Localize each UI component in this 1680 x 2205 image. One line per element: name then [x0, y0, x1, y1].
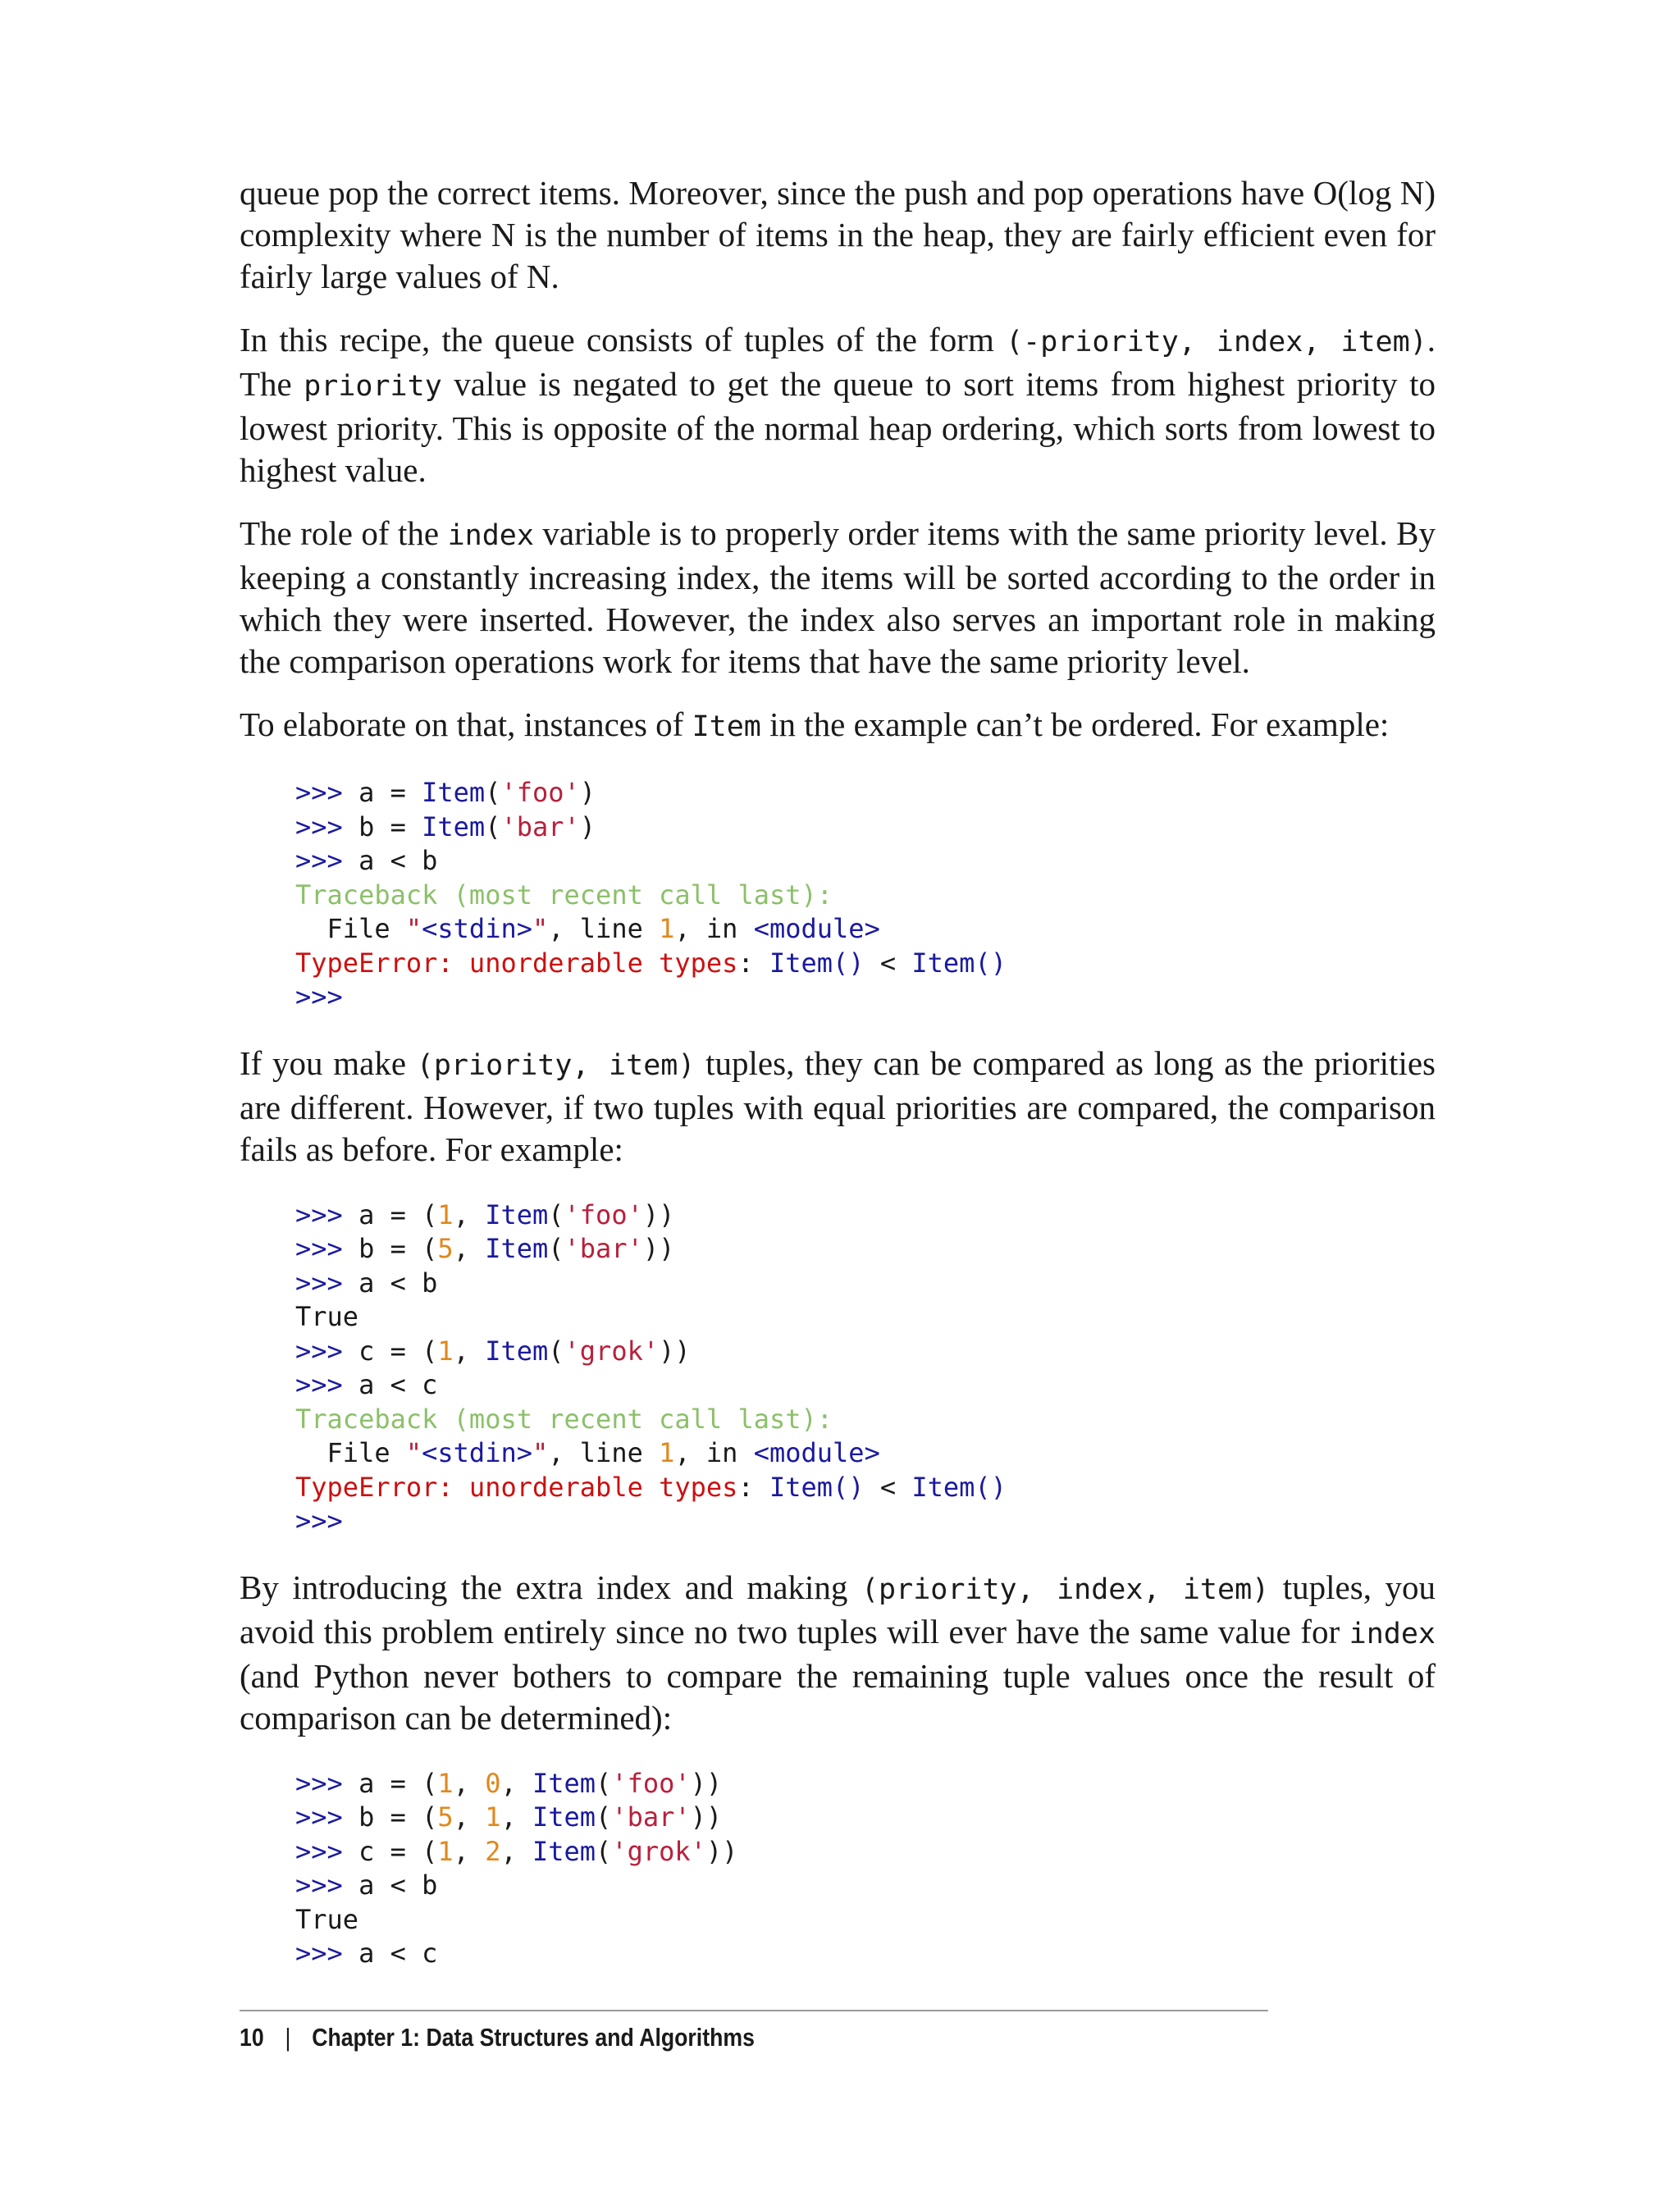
code-line: >>> a = (1, 0, Item('foo')): [295, 1767, 723, 1799]
code-line: >>> c = (1, Item('grok')): [295, 1335, 691, 1367]
code-line: True: [295, 1301, 359, 1332]
code-line: TypeError: unorderable types: Item() < Item(): [295, 1471, 1007, 1503]
inline-code: (priority, index, item): [861, 1573, 1270, 1606]
paragraph-2: In this recipe, the queue consists of tuples of the form (-priority, index, item). The priority value is negated to get the queue to sort items from highest priority to lowest priority. This is opposite of the normal heap ordering, which sorts from lowest to highest value.: [240, 321, 1436, 489]
code-line: >>> c = (1, 2, Item('grok')): [295, 1835, 738, 1867]
code-line: >>> a < b: [295, 845, 438, 876]
code-block-3: [295, 1767, 1436, 1971]
code-block-1: [295, 776, 1436, 1015]
paragraph-3: The role of the index variable is to properly order items with the same priority level. By keeping a constantly increasing index, the items will be sorted according to the order in which they were inserted. However, the index also serves an important role in making the comparison operations work for items that have the same priority level.: [240, 514, 1436, 680]
paragraph-1: queue pop the correct items. Moreover, since the push and pop operations have O(log N) complexity where N is the number of items in the heap, they are fairly efficient even for fairly large values of N.: [240, 174, 1436, 295]
code-line: >>> a < b: [295, 1267, 438, 1299]
code-line: >>> a < c: [295, 1938, 438, 1969]
inline-code: priority: [304, 370, 442, 403]
code-line: File "<stdin>", line 1, in <module>: [295, 913, 880, 944]
code-line: >>> a = (1, Item('foo')): [295, 1198, 675, 1230]
code-line: Traceback (most recent call last):: [295, 1403, 833, 1435]
paragraph-5: If you make (priority, item) tuples, they can be compared as long as the priorities are different. However, if two tuples with equal priorities are compared, the comparison fails as before. For example:: [240, 1043, 1436, 1168]
footer-separator: |: [285, 2023, 291, 2052]
paragraph-4: To elaborate on that, instances of Item in the example can’t be ordered. For example:: [240, 705, 1390, 743]
code-line: File "<stdin>", line 1, in <module>: [295, 1437, 880, 1468]
code-line: >>> a = Item('foo'): [295, 777, 596, 808]
code-line: True: [295, 1903, 359, 1935]
code-line: >>> a < c: [295, 1369, 438, 1400]
code-line: Traceback (most recent call last):: [295, 879, 833, 911]
code-line: >>> a < b: [295, 1869, 438, 1901]
page-footer: [240, 2010, 1268, 2052]
paragraph-6: By introducing the extra index and making (priority, index, item) tuples, you avoid this problem entirely since no two tuples will ever have the same value for index (and Python never bothers to compare the remaining tuple values once the result of comparison can be determined):: [240, 1568, 1436, 1737]
page-content: [240, 172, 1436, 1999]
code-line: >>>: [295, 981, 343, 1012]
inline-code: index: [447, 519, 534, 552]
code-line: TypeError: unorderable types: Item() < Item(): [295, 947, 1007, 979]
code-line: >>> b = (5, Item('bar')): [295, 1233, 675, 1264]
code-line: >>>: [295, 1505, 343, 1536]
chapter-title: Chapter 1: Data Structures and Algorithms: [312, 2023, 755, 2052]
inline-code: index: [1349, 1617, 1436, 1650]
code-line: >>> b = (5, 1, Item('bar')): [295, 1801, 723, 1833]
inline-code: (priority, item): [416, 1048, 696, 1082]
inline-code: (-priority, index, item): [1006, 326, 1427, 358]
inline-code: Item: [692, 710, 761, 743]
code-block-2: [295, 1198, 1436, 1539]
page-number: 10: [240, 2023, 264, 2052]
code-line: >>> b = Item('bar'): [295, 810, 596, 842]
